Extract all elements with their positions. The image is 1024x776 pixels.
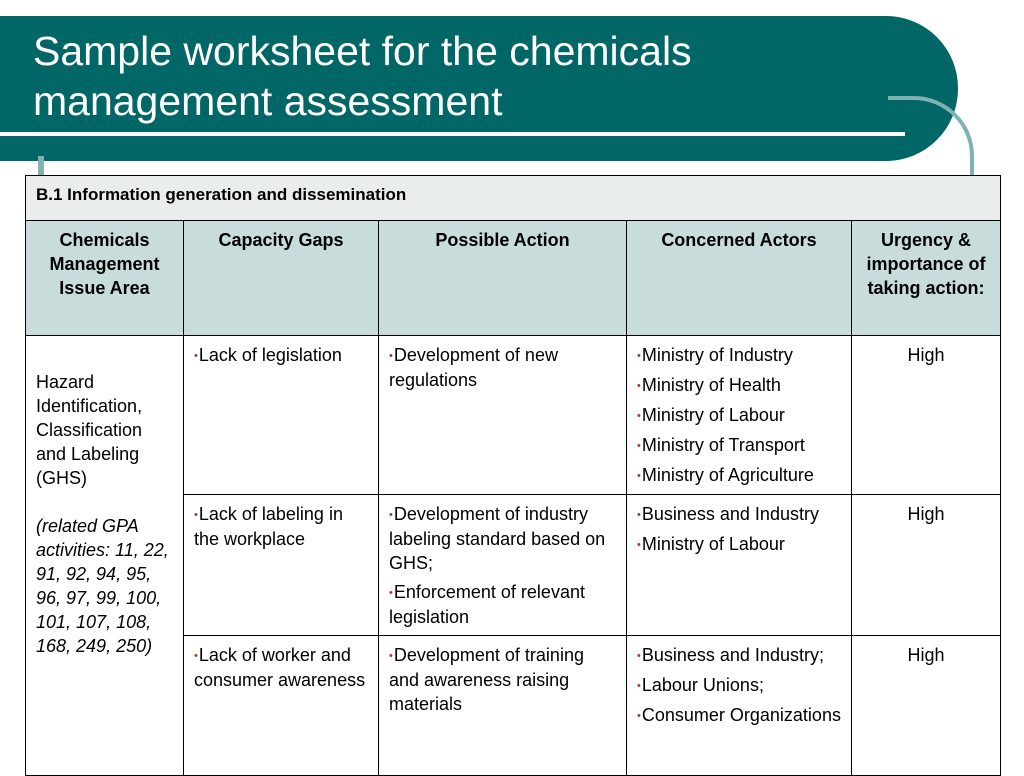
list-item [389, 643, 616, 716]
list-item [637, 403, 841, 428]
bullet-icon: • [637, 350, 641, 362]
urgency-cell: High [852, 636, 1001, 776]
bullet-icon: • [637, 470, 641, 482]
gaps-cell [184, 336, 379, 495]
list-item [389, 580, 616, 629]
list-item [637, 703, 841, 728]
slide-title: Sample worksheet for the chemicals management assessment [33, 28, 692, 124]
bullet-icon: • [637, 440, 641, 452]
section-title: B.1 Information generation and dissemination [26, 176, 1001, 221]
urgency-cell: High [852, 495, 1001, 636]
list-item [194, 502, 368, 551]
bullet-icon: • [637, 410, 641, 422]
actions-cell [379, 636, 627, 776]
bullet-icon: • [637, 539, 641, 551]
list-item-text: Lack of worker and consumer awareness [194, 645, 366, 690]
list-item-text: Development of training and awareness raising materials [389, 645, 584, 714]
bullet-icon: • [194, 650, 198, 662]
list-item-text: Ministry of Agriculture [641, 465, 814, 485]
bullet-icon: • [637, 509, 641, 521]
bullet-icon: • [194, 509, 198, 521]
worksheet-table-container [25, 175, 1000, 762]
list-item-text: Business and Industry [641, 504, 819, 524]
header-row [26, 221, 1001, 336]
list-item-text: Business and Industry; [641, 645, 824, 665]
actions-cell [379, 336, 627, 495]
urgency-cell: High [852, 336, 1001, 495]
gaps-cell [184, 495, 379, 636]
header-urgency: Urgency & importance of taking action: [852, 221, 1001, 336]
list-item [637, 673, 841, 698]
list-item [389, 502, 616, 575]
issue-area-text: Hazard Identification, Classification and Labeling (GHS) [36, 372, 143, 488]
bullet-icon: • [637, 710, 641, 722]
bullet-icon: • [389, 587, 393, 599]
list-item-text: Enforcement of relevant legislation [389, 582, 585, 627]
list-item-text: Ministry of Health [641, 375, 781, 395]
list-item [637, 643, 841, 668]
header-concerned-actors: Concerned Actors [627, 221, 852, 336]
list-item [637, 463, 841, 488]
bullet-icon: • [637, 380, 641, 392]
list-item-text: Development of new regulations [389, 345, 558, 390]
list-item-text: Ministry of Industry [641, 345, 793, 365]
list-item-text: Lack of labeling in the workplace [194, 504, 343, 549]
list-item-text: Ministry of Labour [641, 534, 785, 554]
bullet-icon: • [194, 350, 198, 362]
bullet-icon: • [389, 350, 393, 362]
bullet-icon: • [637, 680, 641, 692]
header-possible-action: Possible Action [379, 221, 627, 336]
header-capacity-gaps: Capacity Gaps [184, 221, 379, 336]
bullet-icon: • [389, 509, 393, 521]
actors-cell [627, 495, 852, 636]
table-row [26, 336, 1001, 495]
worksheet-table [25, 175, 1001, 776]
list-item-text: Labour Unions; [641, 675, 764, 695]
actors-cell [627, 636, 852, 776]
bullet-icon: • [637, 650, 641, 662]
list-item-text: Lack of legislation [198, 345, 342, 365]
list-item [194, 343, 368, 368]
gaps-cell [184, 636, 379, 776]
actors-cell [627, 336, 852, 495]
list-item-text: Ministry of Transport [641, 435, 805, 455]
list-item-text: Consumer Organizations [641, 705, 841, 725]
list-item-text: Development of industry labeling standard based on GHS; [389, 504, 606, 573]
list-item [637, 502, 841, 527]
section-row [26, 176, 1001, 221]
list-item [637, 343, 841, 368]
list-item [637, 532, 841, 557]
title-underline [0, 132, 905, 136]
list-item [637, 373, 841, 398]
issue-area-note: (related GPA activities: 11, 22, 91, 92, 94, 95, 96, 97, 99, 100, 101, 107, 108, 168, 249, 250) [36, 516, 169, 656]
header-issue-area: Chemicals Management Issue Area [26, 221, 184, 336]
list-item [637, 433, 841, 458]
bullet-icon: • [389, 650, 393, 662]
list-item [389, 343, 616, 392]
actions-cell [379, 495, 627, 636]
issue-area-cell [26, 336, 184, 776]
list-item-text: Ministry of Labour [641, 405, 785, 425]
list-item [194, 643, 368, 692]
